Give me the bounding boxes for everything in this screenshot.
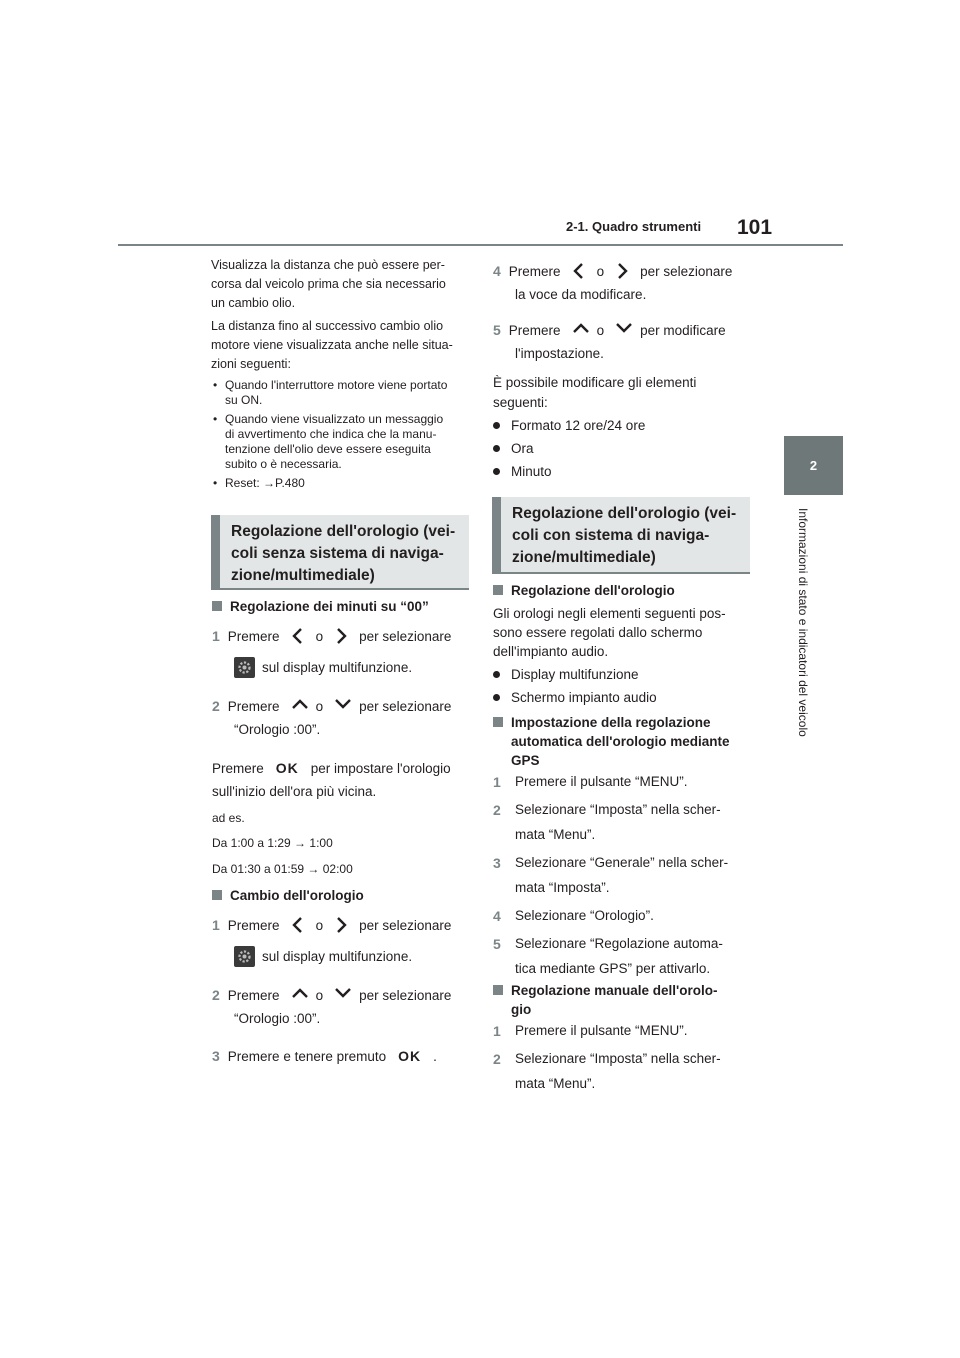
step-text: per modificare (640, 322, 726, 338)
step-text: Premere il pulsante “MENU”. (515, 774, 688, 789)
list-item (493, 663, 657, 686)
bullet-line: subito o è necessaria. (225, 457, 342, 471)
text-line: Gli orologi negli elementi seguenti pos- (493, 606, 726, 621)
bullet-line: Quando l'interruttore motore viene portato (225, 378, 448, 392)
or-text: o (596, 263, 605, 279)
list-item-text: Display multifunzione (511, 667, 639, 682)
intro-line: un cambio olio. (211, 296, 296, 310)
chevron-up-icon (290, 696, 306, 716)
step-number: 3 (493, 855, 501, 871)
list-item-text: Minuto (511, 464, 552, 479)
step-2 (212, 983, 451, 1007)
section-heading-no-nav (211, 515, 469, 590)
subheading-line: automatica dell'orologio mediante (511, 734, 730, 749)
clock-adjust-text (493, 604, 726, 661)
step-text: per selezionare (359, 917, 452, 933)
step-number: 1 (212, 917, 220, 933)
step-text: Selezionare “Imposta” nella scher- (515, 1051, 721, 1066)
step-4-continued: la voce da modificare. (515, 287, 647, 302)
step-1 (212, 624, 451, 648)
chevron-left-icon (290, 915, 306, 935)
step-1 (212, 913, 451, 937)
square-bullet-icon (493, 585, 503, 595)
chevron-down-icon (614, 320, 630, 340)
ok-button-icon: OK (398, 1048, 422, 1064)
heading-line: zione/multimediale) (512, 549, 656, 566)
chapter-tab: 2 (784, 436, 843, 495)
intro-line: È possibile modificare gli elementi (493, 375, 697, 390)
step-number: 4 (493, 263, 501, 279)
list-item (493, 437, 645, 460)
settings-gear-icon (234, 946, 255, 967)
page-reference-link[interactable]: Reset: →P.480 (225, 476, 305, 490)
step-text: Premere (508, 322, 561, 338)
text-line: sono essere regolati dallo schermo (493, 625, 703, 640)
intro-line: zioni seguenti: (211, 357, 291, 371)
list-item-text: Ora (511, 441, 534, 456)
subheading-gps-auto (493, 713, 730, 770)
step-number: 2 (212, 987, 220, 1003)
step-row (493, 772, 753, 797)
subheading-manual (493, 981, 718, 1019)
step-row (493, 934, 753, 959)
intro-line: motore viene visualizzata anche nelle situa- (211, 338, 453, 352)
intro-text (211, 256, 471, 374)
ok-note (212, 757, 451, 779)
note-text: per impostare l'orologio (310, 760, 451, 776)
chevron-left-icon (290, 626, 306, 646)
step-row (493, 1049, 753, 1074)
step-text: Selezionare “Orologio”. (515, 908, 654, 923)
bullet-dot (493, 694, 500, 701)
bullet-item: • Reset: →P.480 (213, 476, 305, 490)
step-number: 3 (212, 1048, 220, 1064)
chevron-up-icon (290, 985, 306, 1005)
bullet-item: • Quando l'interruttore motore viene portato su ON. (213, 378, 448, 407)
step-1-continued (234, 655, 412, 679)
manual-steps (493, 1021, 753, 1099)
ok-note-continued: sull'inizio dell'ora più vicina. (212, 784, 377, 799)
step-text: Premere (227, 987, 280, 1003)
step-number: 2 (493, 1051, 501, 1067)
step-5 (493, 318, 726, 342)
step-row (493, 800, 753, 825)
step-number: 2 (212, 698, 220, 714)
or-text: o (315, 628, 324, 644)
step-text: per selezionare (359, 987, 452, 1003)
clock-adjust-list (493, 663, 657, 709)
subheading-minutes (212, 597, 429, 616)
subheading-clock-change (212, 886, 364, 905)
bullet-line: di avvertimento che indica che la manu- (225, 427, 437, 441)
settings-gear-icon (234, 657, 255, 678)
bullet-dot (493, 468, 500, 475)
subheading-line: gio (511, 1002, 532, 1017)
example-label: ad es. (212, 811, 245, 825)
heading-line: Regolazione dell'orologio (vei- (512, 505, 737, 522)
step-3 (212, 1045, 437, 1067)
bullet-item: • Quando viene visualizzato un messaggio di avvertimento che indica che la manu- tenzione dell'olio deve essere eseguita subito o è necessaria. (213, 412, 444, 471)
chevron-left-icon (571, 261, 587, 281)
step-number: 1 (212, 628, 220, 644)
step-text: mata “Menu”. (515, 827, 596, 842)
heading-line: coli con sistema di naviga- (512, 527, 710, 544)
example-2: Da 01:30 a 01:59 → 02:00 (212, 862, 353, 876)
step-text: Premere (227, 698, 280, 714)
ok-button-icon: OK (275, 760, 299, 776)
step-number: 1 (493, 1023, 501, 1039)
or-text: o (315, 917, 324, 933)
step-number: 5 (493, 936, 501, 952)
modifiable-intro (493, 373, 696, 413)
step-text: Premere il pulsante “MENU”. (515, 1023, 688, 1038)
or-text: o (315, 987, 324, 1003)
step-text: Selezionare “Generale” nella scher- (515, 855, 729, 870)
gps-steps (493, 772, 753, 984)
chapter-title: Informazioni di stato e indicatori del veicolo (796, 508, 810, 737)
header-rule (118, 244, 843, 246)
step-text: Premere (508, 263, 561, 279)
subheading-text: Cambio dell'orologio (230, 888, 364, 903)
section-heading-with-nav (492, 497, 750, 574)
step-4 (493, 259, 732, 283)
list-item (493, 686, 657, 709)
step-number: 2 (493, 802, 501, 818)
section-title: 2-1. Quadro strumenti (566, 219, 702, 234)
subheading-line: Regolazione manuale dell'orolo- (511, 983, 718, 998)
list-item (493, 460, 645, 483)
step-text: tica mediante GPS” per attivarlo. (515, 961, 711, 976)
step-number: 4 (493, 908, 501, 924)
square-bullet-icon (493, 717, 503, 727)
step-row (493, 906, 753, 931)
step-row (493, 853, 753, 878)
intro-line: La distanza fino al successivo cambio olio (211, 319, 444, 333)
bullet-dot (493, 445, 500, 452)
chevron-right-icon (333, 626, 349, 646)
chevron-right-icon (614, 261, 630, 281)
step-5-continued: l'impostazione. (515, 346, 604, 361)
or-text: o (315, 698, 324, 714)
intro-line: corsa dal veicolo prima che sia necessario (211, 277, 446, 291)
step-text: Selezionare “Regolazione automa- (515, 936, 723, 951)
chevron-right-icon (333, 915, 349, 935)
step-text: per selezionare (359, 698, 452, 714)
chevron-down-icon (333, 696, 349, 716)
intro-line: Visualizza la distanza che può essere per- (211, 258, 445, 272)
example-1: Da 1:00 a 1:29 → 1:00 (212, 836, 333, 850)
bullet-dot (493, 422, 500, 429)
step-text: . (433, 1048, 437, 1064)
subheading-line: Impostazione della regolazione (511, 715, 711, 730)
intro-line: seguenti: (493, 395, 548, 410)
bullet-line: Quando viene visualizzato un messaggio (225, 412, 444, 426)
step-text: mata “Menu”. (515, 1076, 596, 1091)
list-item-text: Formato 12 ore/24 ore (511, 418, 646, 433)
page-number: 101 (737, 216, 773, 239)
step-text: mata “Imposta”. (515, 880, 610, 895)
or-text: o (596, 322, 605, 338)
bullet-list (213, 378, 471, 491)
square-bullet-icon (493, 985, 503, 995)
bullet-line: su ON. (225, 393, 263, 407)
list-item (493, 414, 645, 437)
step-text: Selezionare “Imposta” nella scher- (515, 802, 721, 817)
step-text: per selezionare (640, 263, 733, 279)
subheading-text: Regolazione dell'orologio (511, 583, 675, 598)
subheading-clock-adjust (493, 581, 675, 600)
note-text: Premere (212, 760, 264, 776)
subheading-line: GPS (511, 753, 540, 768)
chevron-down-icon (333, 985, 349, 1005)
step-text: Premere (227, 628, 280, 644)
step-2-continued: “Orologio :00”. (234, 722, 321, 737)
step-number: 1 (493, 774, 501, 790)
chevron-up-icon (571, 320, 587, 340)
square-bullet-icon (212, 890, 222, 900)
step-text: Premere (227, 917, 280, 933)
heading-line: zione/multimediale) (231, 567, 375, 584)
step-1-continued (234, 944, 412, 968)
bullet-line: tenzione dell'olio deve essere eseguita (225, 442, 431, 456)
subheading-text: Regolazione dei minuti su “00” (230, 599, 429, 614)
heading-line: coli senza sistema di naviga- (231, 545, 444, 562)
heading-line: Regolazione dell'orologio (vei- (231, 523, 456, 540)
square-bullet-icon (212, 601, 222, 611)
step-text: sul display multifunzione. (262, 659, 413, 675)
step-2-continued: “Orologio :00”. (234, 1011, 321, 1026)
modifiable-list (493, 414, 645, 483)
step-row (493, 1021, 753, 1046)
step-text: Premere e tenere premuto (227, 1048, 387, 1064)
list-item-text: Schermo impianto audio (511, 690, 657, 705)
step-number: 5 (493, 322, 501, 338)
bullet-dot (493, 671, 500, 678)
step-text: per selezionare (359, 628, 452, 644)
text-line: dell'impianto audio. (493, 644, 609, 659)
step-text: sul display multifunzione. (262, 948, 413, 964)
step-2 (212, 694, 451, 718)
